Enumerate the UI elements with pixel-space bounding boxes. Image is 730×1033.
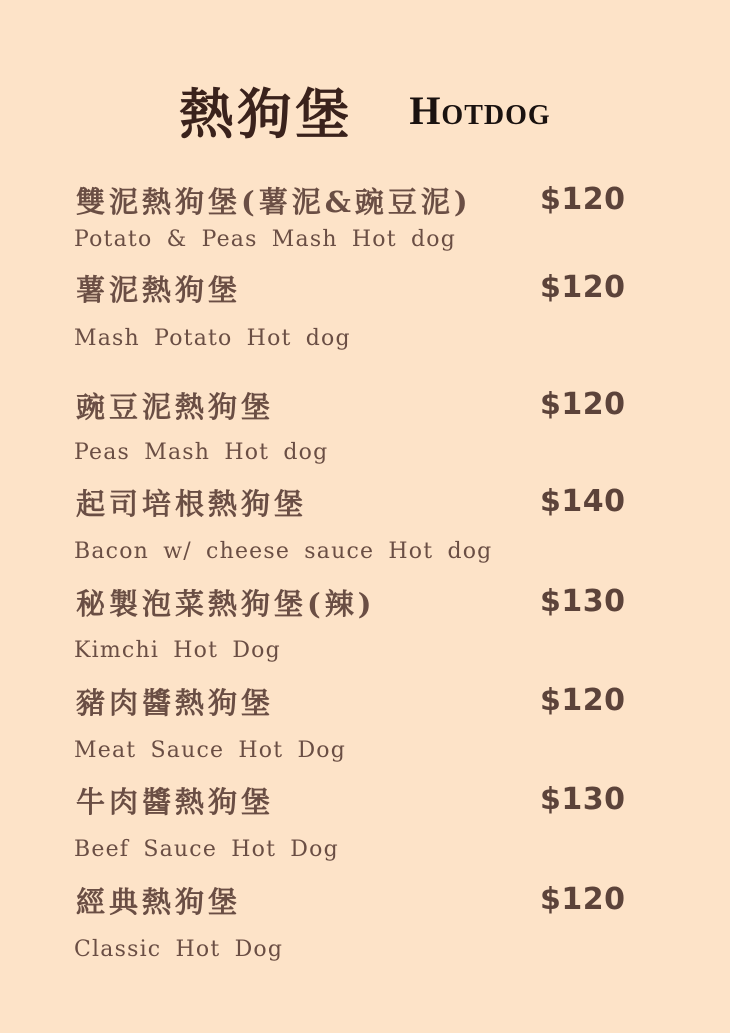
- item-price: $120: [540, 683, 626, 718]
- item-name-chinese: 經典熱狗堡: [76, 885, 242, 919]
- item-name-chinese: 秘製泡菜熱狗堡(辣): [76, 587, 376, 621]
- item-price: $140: [540, 484, 626, 519]
- item-name-english: Beef Sauce Hot Dog: [74, 837, 339, 862]
- item-name-english: Classic Hot Dog: [74, 937, 284, 962]
- item-name-english: Kimchi Hot Dog: [74, 638, 281, 663]
- item-name-chinese: 牛肉醬熱狗堡: [76, 785, 275, 819]
- item-name-chinese: 豬肉醬熱狗堡: [76, 686, 275, 720]
- item-name-chinese: 薯泥熱狗堡: [76, 273, 242, 307]
- item-name-english: Meat Sauce Hot Dog: [74, 738, 347, 763]
- title-english: Hotdog: [409, 87, 551, 133]
- item-price: $120: [540, 882, 626, 917]
- item-price: $130: [540, 782, 626, 817]
- item-price: $120: [540, 387, 626, 422]
- item-name-english: Mash Potato Hot dog: [74, 326, 351, 351]
- item-name-chinese: 起司培根熱狗堡: [76, 487, 308, 521]
- item-price: $130: [540, 584, 626, 619]
- item-name-english: Potato & Peas Mash Hot dog: [74, 227, 456, 252]
- item-name-english: Bacon w/ cheese sauce Hot dog: [74, 539, 493, 564]
- item-price: $120: [540, 182, 626, 217]
- item-name-chinese: 雙泥熱狗堡(薯泥&豌豆泥): [76, 185, 472, 219]
- menu-title: [0, 72, 730, 148]
- item-name-english: Peas Mash Hot dog: [74, 440, 329, 465]
- item-name-chinese: 豌豆泥熱狗堡: [76, 390, 275, 424]
- title-chinese: 熱狗堡: [179, 81, 354, 146]
- item-price: $120: [540, 270, 626, 305]
